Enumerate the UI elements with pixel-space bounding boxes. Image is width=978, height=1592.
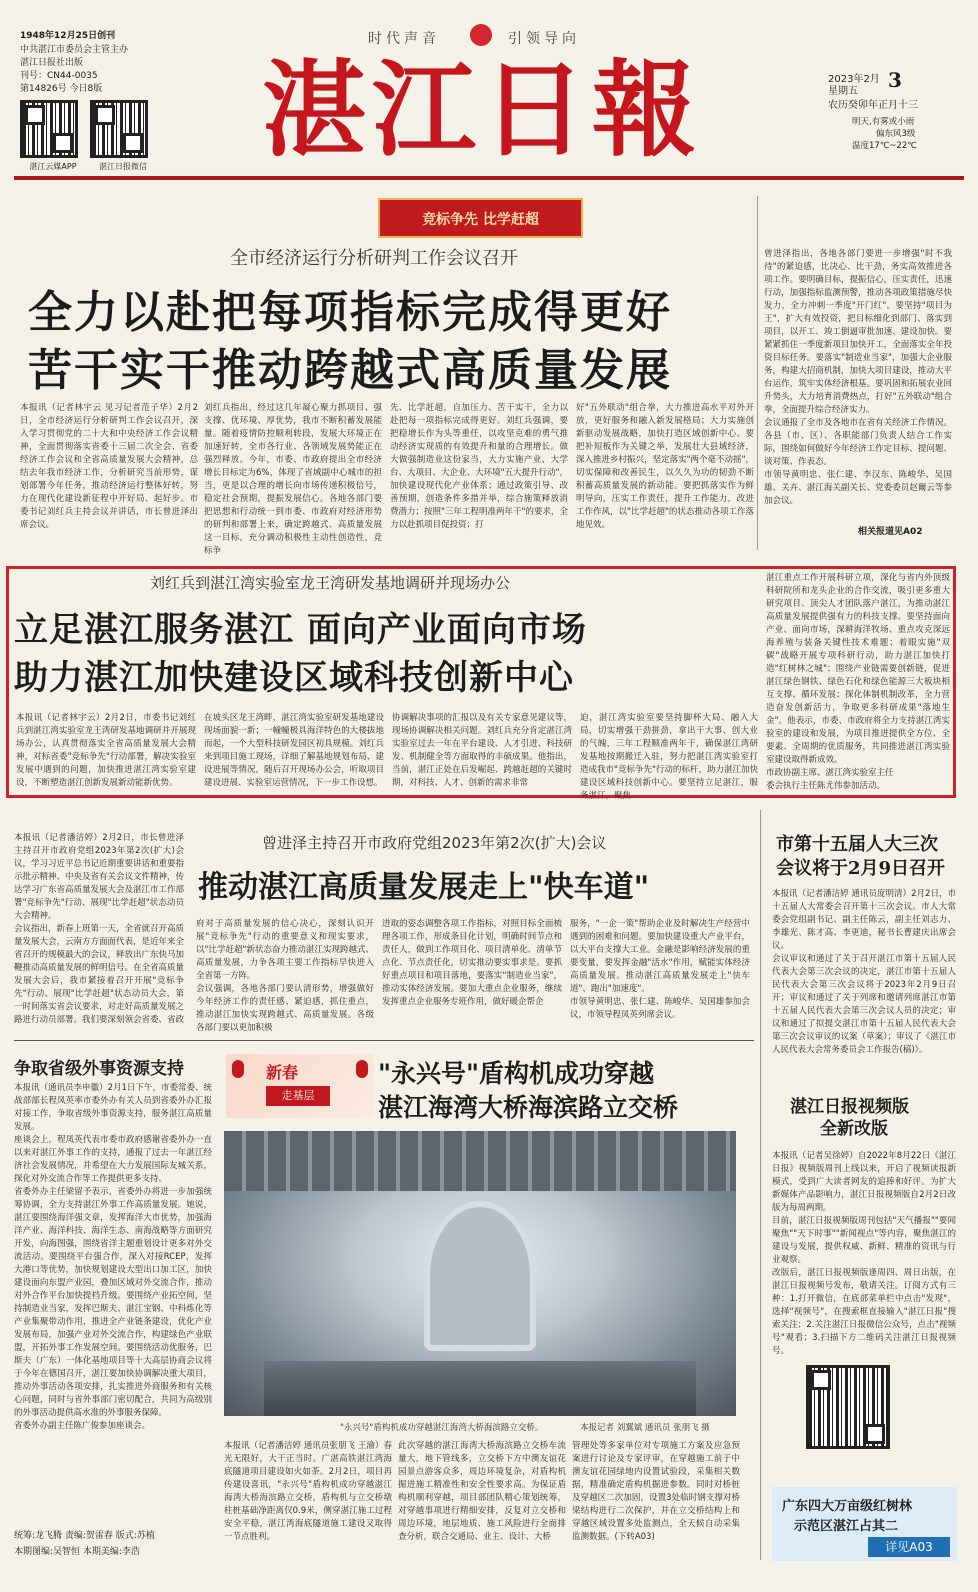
side2-body: 本报讯（记者吴徐婷）自2022年8月22日《湛江日报》视频版周刊上线以来，开启了视频读报新模式，受到广大读者网友的追捧和好评。为扩大新媒体产品影响力，湛江日报视频版自2月2日改版为每周两期。 目前，湛江日报视频版周刊包括"天气播报""要闻聚焦""天下时事""新闻视点"等内容，聚焦湛江的建设与发展，提供权威、新鲜、精准的资讯与行业观察。 改版后，湛江日报视频版逢周四、周日出版，在湛江日报视频号发布，敬请关注。订阅方式有三种：1.打开微信，在底部菜单栏中点击"发现"，选择"视频号"，在搜索框直接输入"湛江日报"搜索关注；2.关注湛江日报微信公众号，点击"视频号"观看；3.扫描下方二维码关注湛江日报视频号。 bbox=[772, 1151, 956, 1356]
photo-credit: 本报记者 刘翼斌 通讯员 张朋飞 摄 bbox=[580, 1423, 710, 1433]
story2-col2: 在坡头区龙王湾畔，湛江湾实验室研发基地建设现场面貌一新；一幢幢极具海洋特色的大楼拔地而起，一个大型科技研发园区初具规模。刘红兵来到项目施工现场，详细了解基地规划布局、建设进展等情况，随后召开现场办公会，听取项目建设进展、实验室运营情况，下一步工作设想。 bbox=[204, 713, 384, 788]
story3-col3: 进取的姿态调整各项工作指标，对照目标全面梳理各项工作，形成条目化计划，明确时间节点和责任人，做到工作项目化、项目清单化、清单节点化、节点责任化，切实推动要实事求是。要抓好重点项目和项目落地，要落实"制造业当家"，推动实体经济发展。要加大重点企业服务，继续发挥重点企业服务专班作用，做好暖企帮企 bbox=[382, 919, 562, 1007]
story1-col5: 曾进泽指出，各地各部门要进一步增强"时不我待"的紧迫感，比决心、比干劲，务实高效推进各项工作。要明确目标，提振信心，压实责任，迅速行动，加强指标监测预警，推动各项政策措施尽快发力，全力冲刺一季度"开门红"。要坚持"项目为王"，扩大有效投资，把目标细化到部门、落实到项目，以开工、竣工倒逼审批加速、建设加快。要紧紧抓住一季度新项目加快开工，全面落实全年投资目标任务。要落实"制造业当家"，加强大企业服务，构建大招商机制，加快大项目建设，推动大平台运作，筑牢实体经济根基。要巩固和拓展农业回升势头，大力培育消费热点，打好"五外联动"组合拳，全面提升综合经济实力。 会议通报了全市及各地市在省有关经济工作情况。各县（市、区）、各职能部门负责人结合工作实际，围绕如何做好今年经济工作定目标、提问题、谈对策、作表态。 市领导黄明忠、张仁建、李汉东、陈峻华、吴国雄、关卉、湛江海关副关长、党委委员赵爾云等参加会议。 bbox=[764, 249, 952, 506]
weather-line2: 偏东风3级 bbox=[876, 129, 916, 139]
campaign-badge: 竞标争先 比学赶超 bbox=[378, 198, 583, 238]
section-divider bbox=[14, 1040, 754, 1041]
tunnel-floor bbox=[264, 1361, 696, 1416]
app-qr-code[interactable] bbox=[20, 100, 78, 158]
editor-credit-line2: 本期图编:吴智恒 本期美编:李浩 bbox=[14, 1547, 140, 1557]
wechat-qr-code[interactable] bbox=[90, 100, 148, 158]
new-year-tag bbox=[226, 1054, 374, 1118]
story1-headline-line2: 苦干实干推动跨越式高质量发展 bbox=[28, 345, 672, 396]
story1-col1: 本报讯（记者林宇云 见习记者范子华）2月2日，全市经济运行分析研判工作会议召开，深入学习贯彻党的二十大和中央经济工作会议精神，全面贯彻落实省委十三届二次全会、省委经济工作会议和全省高质量发展大会精神，总结去年我市经济工作，分析研究当前形势，谋划部署今年任务，推动经济运行整体好转，努力在现代化建设新征程中开好局、起好步。市委书记刘红兵主持会议并讲话，市长曾进泽出席会议。 bbox=[20, 403, 198, 530]
story5-col1: 本报讯（记者潘洁婷 通讯员张朋飞 王渝）春光无限好，大干正当时。广湛高铁湛江湾海底隧道项目建设如火如荼。2月2日，项目再传建设喜讯，"永兴号"盾构机成功穿越湛江海湾大桥海滨路立交桥，盾构机与立交桥墩柱桩基础净距离仅0.9米，侧穿湛江施工过程安全平稳，湛江湾海底隧道施工建设又取得一节点胜利。 bbox=[224, 1441, 392, 1542]
header-divider bbox=[14, 176, 964, 180]
photo-caption: "永兴号"盾构机成功穿越湛江海湾大桥海滨路立交桥。 bbox=[340, 1423, 544, 1433]
masthead-title: 湛江日報 bbox=[262, 48, 703, 171]
story3-col4: 服务，"一企一策"帮助企业及时解决生产经营中遇到的困难和问题。要加快建设重大产业平台，以大平台支撑大工业。金融是影响经济发展的重要变量，要发挥金融"活水"作用，赋能实体经济高质量发展。推动湛江高质量发展走上"快车道"、跑出"加速度"。 市领导黄明忠、张仁建、陈峻华、吴国雄参加会议，市领导程凤英列席会议。 bbox=[570, 919, 750, 1020]
qr-wechat-label: 湛江日报微信 bbox=[99, 162, 147, 171]
story1-col4: 好"五外联动"组合拳，大力推进高水平对外开放，更好服务和融入新发展格局；大力实施创新驱动发展战略，加快打造区域创新中心。要把补短板作为关键之举，发展壮大县域经济，深入推进乡村振兴，坚定落实"两个毫不动摇"，切实保障和改善民生，以久久为功的韧劲不断积蓄高质量发展的新动能。要把抓落实作为鲜明导向，压实工作责任，提升工作能力，改进工作作风，以"比学赶超"的状态推动各项工作落地见效。 bbox=[576, 403, 754, 530]
story1-headline-line1[interactable]: 全力以赴把每项指标完成得更好 bbox=[28, 287, 672, 338]
side2-title-line2: 全新改版 bbox=[820, 1119, 888, 1139]
story2-headline-line1[interactable]: 立足湛江服务湛江 面向产业面向市场 bbox=[14, 610, 587, 650]
story4-headline[interactable]: 争取省级外事资源支持 bbox=[14, 1059, 184, 1079]
lantern-icon bbox=[232, 1060, 244, 1078]
story1-see-more[interactable]: 相关报道见A02 bbox=[858, 527, 923, 537]
mangrove-banner[interactable] bbox=[772, 1487, 957, 1561]
lantern-icon bbox=[356, 1060, 368, 1078]
story1-col3: 先、比学赶超，自加压力、苦干实干，全力以赴把每一项指标完成得更好。刘红兵强调，要把稳增长作为头等重任，以攻坚克难的勇气推动经济实现质的有效提升和量的合理增长。做大做强制造业这份家当，大力实施产业、大学台、大项目、大企业、大环境"五大提升行动"，加快建设现代化产业体系；通过政策引导、改善预期，创造条件多措并举，综合施策释放消费潜力；按照"三年工程明准两年干"的要求，全力以赴抓项目促投资；打 bbox=[390, 403, 568, 530]
story5-headline-line1[interactable]: "永兴号"盾构机成功穿越 bbox=[378, 1059, 655, 1088]
story1-kicker: 全市经济运行分析研判工作会议召开 bbox=[230, 248, 518, 269]
issn-text: 刊号：CN44-0035 bbox=[20, 71, 98, 81]
side1-title-line1[interactable]: 市第十五届人大三次 bbox=[776, 834, 938, 855]
story5-col2: 此次穿越的湛江海湾大桥海滨路立交桥车流量大，地下管线多，立交桥下方中澳友谊花园景点游客众多，周边环境复杂，对盾构机掘进施工精准性和安全性要求高。为保证盾构机顺利穿越，项目部团队精心策划统筹，对穿越事项进行精细安排，反复对立交桥和周边环境，地层地质、施工风险进行全面排查分析，联合交通局、业主、设计、大桥 bbox=[398, 1441, 566, 1542]
story3-col1: 本报讯（记者潘洁婷）2月2日，市长曾进泽主持召开市政府党组2023年第2次(扩大)会议，学习习近平总书记近期重要讲话和重要指示批示精神、中央及省有关会议文件精神，传达学习广东省高质量发展大会及湛江市工作部署"竞标争先"行动、展现"比学赶超"状态动员大会精神。 会议指出，新春上班第一天，全省就召开高质量发展大会，云南方方面面代表，是近年来全省召开的规模最大的会议，释放出广东快马加鞭推动高质量发展的鲜明信号。在全省高质量发展大会后，我市紧接着召开开展"竞标争先"行动、展现"比学赶超"状态动员大会，第一时间落实省会议要求，对走好高质量发展之路进行动员部署。我们要深刻领会省委、省政 bbox=[14, 833, 185, 1025]
story3-kicker: 曾进泽主持召开市政府党组2023年第2次(扩大)会议 bbox=[262, 834, 607, 852]
story2-col5: 湛江重点工作开展科研立项，深化与省内外顶级科研院所和龙头企业的合作交流，吸引更多重大研究项目、顶尖人才团队落户湛江，为推动湛江高质量发展提供强有力的科技支撑。要坚持面向产业、面向市场，深耕海洋牧场、重点攻克深远海养殖与装备关键性技术难题；着眼实施"双碳"战略开展专项科研行动，助力湛江加快打造"红树林之城"；围绕产业链需要创新链，促进湛江绿色钢铁、绿色石化和绿色能源三大板块相互支撑、循环发展；探化体制机制改革，全力营造奋发创新活力，争取更多科研成果"落地生金"。他表示，市委、市政府将全力支持湛江湾实验室的建设和发展，为项目推进提供全方位、全要素、全周期的优质服务，共同推进湛江湾实验室建设取得新成效。 市政协副主席、湛江湾实验室主任 委会执行主任陈尤伟参加活动。 bbox=[766, 573, 950, 791]
banner-line1: 广东四大万亩级红树林 bbox=[782, 1499, 913, 1514]
story2-headline-line2: 助力湛江加快建设区域科技创新中心 bbox=[14, 658, 574, 698]
story1-col2: 刘红兵指出，经过这几年凝心聚力抓项目、强支撑、优环境、厚优势，我市不断积蓄发展能量。随着疫情防控顺利转段，发展大环境正在加速好转，全市各行业、各领域发展势能正在强烈释放。今年，市委、市政府提出全市经济增长目标定为6%，体现了省域副中心城市的担当，更是以合理的增长向市场传递积极信号，稳定社会预期，提振发展信心。各地各部门要把思想和行动统一到市委、市政府对经济形势的研判和部署上来，确定跨越式、高质量发展这一目标，充分调动积极性主动性创造性，竞标争 bbox=[204, 403, 382, 556]
side2-title-line1[interactable]: 湛江日报视频版 bbox=[790, 1097, 909, 1117]
date-day: 3 bbox=[888, 68, 902, 92]
tag-new-year: 新春 bbox=[266, 1063, 299, 1082]
tunnel-ceiling-frame bbox=[224, 1131, 736, 1191]
date-weekday: 星期五 bbox=[828, 86, 858, 97]
weather-line3: 温度17℃~22℃ bbox=[852, 141, 917, 151]
story3-col2: 府对于高质量发展的信心决心，深刻认识开展"竞标争先"行动的重要意义和现实要求，以"比学赶超"新状态奋力推动湛江实现跨越式、高质量发展，力争各项主要工作指标早快进入全省第一方阵。 会议强调，各地各部门要认清形势，增强做好今年经济工作的责任感、紧迫感，抓住重点，推动湛江加快实现跨越式、高质量发展。各级各部门要以更加积极 bbox=[196, 919, 374, 1033]
column-divider bbox=[757, 196, 758, 550]
video-qr-code[interactable] bbox=[806, 1365, 890, 1449]
story5-headline-line2: 湛江海湾大桥海滨路立交桥 bbox=[378, 1093, 679, 1122]
lunar-date: 农历癸卯年正月十三 bbox=[828, 100, 918, 111]
publisher-text: 湛江日报社出版 bbox=[20, 58, 84, 68]
founded-date: 1948年12月25日创刊 bbox=[20, 31, 116, 41]
story2-col3: 协调解决事项的汇报以及有关专家意见建议等，现场协调解决相关问题。刘红兵充分肯定湛江湾实验室过去一年在平台建设、人才引进、科技研发、机制健全等方面取得的丰硕成果。他指出，当前，湛江正处在后发崛起、跨越赶超的关键时期，对科技、人才、创新的需求非常 bbox=[392, 713, 572, 788]
tunnel-boring-machine-photo[interactable] bbox=[224, 1131, 736, 1416]
date-year-month: 2023年2月 bbox=[828, 74, 880, 85]
weather-line1: 明天,有雾或小雨 bbox=[852, 117, 915, 127]
sponsor-text: 中共湛江市委员会主管主办 bbox=[20, 45, 129, 55]
story2-col4: 迫，湛江湾实验室要坚持脚杯大局、融入大局，切实增强干劲拼劲，拿出干大事、创大业的气魄，三年工程顺准两年干，确保湛江湾研发基地按期搬迁入驻，努力把湛江湾实验室打造成我市"竞标争先"行动的标杆，助力湛江加快建设区域科技创新中心。要坚持立足湛江，服务湛江，聚焦 bbox=[580, 713, 758, 801]
issue-text: 第14826号 今日8版 bbox=[20, 84, 103, 94]
slogan-right: 引领导向 bbox=[508, 31, 580, 47]
side1-title-line2: 会议将于2月9日召开 bbox=[776, 858, 946, 879]
story4-body: 本报讯（通讯员李申徽）2月1日下午，市委常委、统战部部长程凤英率市委外办有关人员到省委外办汇报对接工作，争取省级外事资源支持，服务湛江高质量发展。 座谈会上，程凤英代表市委市政府感谢省委外办一直以来对湛江外事工作的支持，通报了过去一年湛江经济社会发展情况，并希望在大力发展国际友城关系，探化对外交流合作等工作提供更多支持。 省委外办主任梁留予表示，省委外办将进一步加强统筹协调，全力支持湛江外事工作高质量发展。她说，湛江要围绕海洋强文章，发挥海洋大市优势，加强海洋产业、海洋科技、海洋生态、南海战略等方面研究开发，向海图强，围绕省洋主题重划设计更多对外交流活动。要围绕平台强合作，深入对接RCEP，发挥大港口等优势，加快规划建设大型出口加工区，加快建设面向东盟产业园，叠加区域对外交流合作，推动对外合作平台加快提档升级。要围绕产业拓空间，坚持制造业当家，发挥巴斯夫、湛江宝钢、中科炼化等产业集聚带动作用，推进全产业链条建设，优化产业发展布局，加强产业对外交流合作，构建绿色产业联盟，开拓外事工作发展空间。要围绕活动优服务，巴斯夫（广东）一体化基地项目等十大高层协商会议将于今年在德国召开，湛江要加快协调解决重大项目，推动外事活动各项安排，扎实推进外商服务和有关核心问题，同时与省外事部门密切配合，共同为高级别的外事活动提供高水准的外事服务保障。 省委外办副主任陈广俊参加座谈会。 bbox=[14, 1083, 212, 1431]
slogan-left: 时代声音 bbox=[368, 31, 440, 47]
right-column-divider bbox=[760, 810, 761, 1560]
qr-app-label: 湛江云媒APP bbox=[29, 162, 77, 171]
story3-headline[interactable]: 推动湛江高质量发展走上"快车道" bbox=[198, 870, 650, 905]
banner-line2: 示范区湛江占其二 bbox=[794, 1519, 899, 1534]
story2-col1: 本报讯（记者林宇云）2月2日，市委书记刘红兵到湛江湾实验室龙王湾研发基地调研并开展现场办公，认真贯彻落实全省高质量发展大会精神，对标省委"竞标争先"行动部署，解决实验室发展中遇到的问题，加快推进湛江湾实验室建设，不断塑造湛江创新发展新动能新优势。 bbox=[16, 713, 196, 788]
tag-grassroots: 走基层 bbox=[266, 1086, 330, 1106]
tunnel-ring bbox=[424, 1201, 536, 1351]
story2-kicker: 刘红兵到湛江湾实验室龙王湾研发基地调研并现场办公 bbox=[150, 574, 511, 592]
side1-body: 本报讯（记者潘洁婷 通讯员庞明清）2月2日，市十五届人大常委会召开第十三次会议。市人大常委会党组副书记、副主任陈云，副主任刘志力、李雄光、陈才高、李更迪，秘书长曹建庆出席会议。 会议审议和通过了关于召开湛江市第十五届人民代表大会第三次会议的决定，湛江市第十五届人民代表大会第三次会议将于2023年2月9日召开；审议和通过了关于列席和邀请列席湛江市第十五届人民代表大会第三次会议人员的决定；审议和通过了拟提交湛江市第十五届人民代表大会第三次会议审议的议案（草案）；审议了《湛江市人民代表大会常务委员会工作报告(稿)》。 bbox=[772, 889, 956, 1055]
banner-link-button[interactable]: 详见A03 bbox=[868, 1537, 950, 1557]
story5-col3: 管理处等多家单位对专项施工方案及应急预案进行讨论及专家评审，在穿越施工前于中澳友谊花园绿地内设置试验段，采集相关数据，精准确定盾构机掘进参数。同时对桥桩及穿越区二次加固，设置3处临时钢支撑对桥梁结构进行二次保护，并在立交桥结构上和穿越区域设置多处监测点，全天候自动采集监测数据。(下转A03) bbox=[572, 1441, 740, 1542]
editor-credit-line1: 统筹:龙飞腾 责编:贺雷春 版式:苏植 bbox=[14, 1531, 155, 1541]
